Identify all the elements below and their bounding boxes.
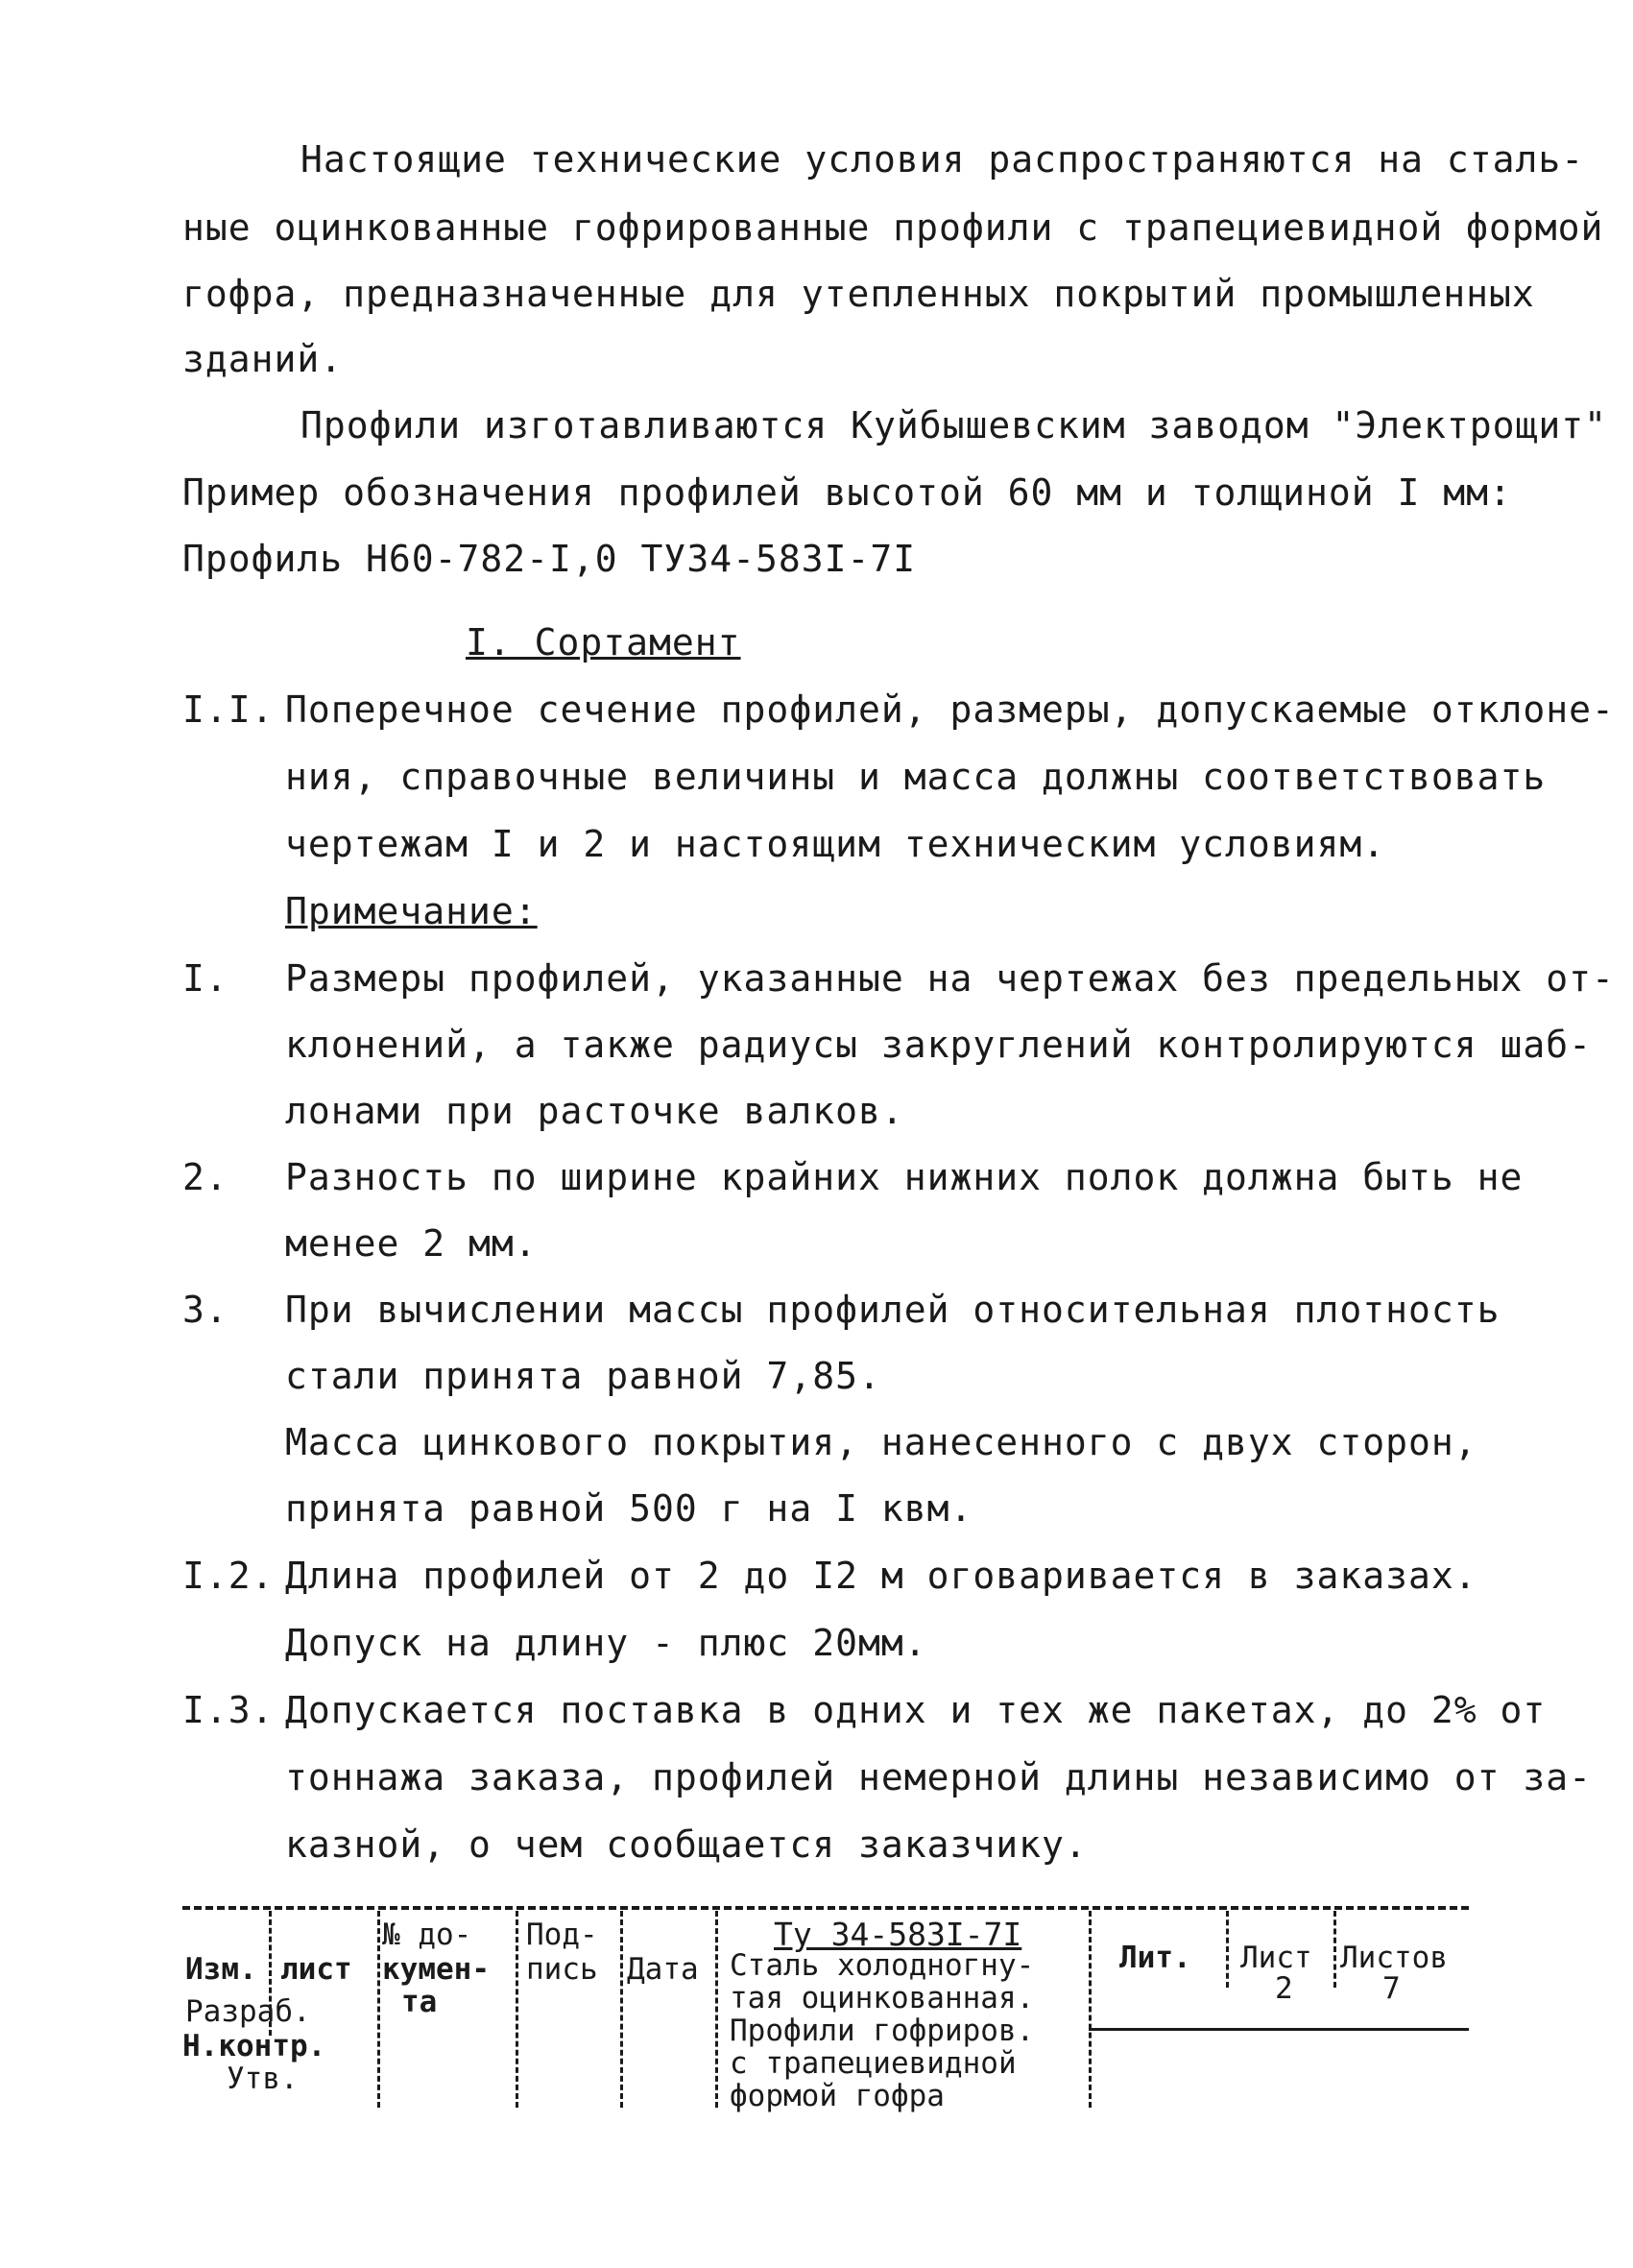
stamp-title-line-4: с трапециевидной xyxy=(730,2046,1017,2081)
item-1-1-line-3: чертежам I и 2 и настоящим техническим условиям. xyxy=(285,823,1386,865)
stamp-title-line-2: тая оцинкованная. xyxy=(730,1981,1035,2015)
manufacturer-line: Профили изготавливаются Куйбышевским заводом "Электрощит" xyxy=(300,404,1608,446)
stamp-doc-no-3: та xyxy=(401,1985,438,2019)
note-3-line-3: Масса цинкового покрытия, нанесенного с двух сторон, xyxy=(285,1421,1477,1463)
item-1-1-number: I.I. xyxy=(182,688,275,731)
intro-line-2: ные оцинкованные гофрированные профили с трапециевидной формой xyxy=(182,206,1604,249)
item-1-2-line-1: Длина профилей от 2 до I2 м оговаривается в заказах. xyxy=(285,1555,1477,1597)
item-1-3-number: I.3. xyxy=(182,1689,275,1731)
note-1-line-3: лонами при расточке валков. xyxy=(285,1090,904,1132)
stamp-divider xyxy=(715,1911,718,2108)
stamp-nkontr: Н.контр. xyxy=(182,2029,326,2063)
stamp-razrab: Разраб. xyxy=(185,1994,311,2029)
stamp-doc-no-1: № до- xyxy=(382,1918,472,1952)
note-1-line-1: Размеры профилей, указанные на чертежах без предельных от- xyxy=(285,957,1615,1000)
item-1-3-line-1: Допускается поставка в одних и тех же пакетах, до 2% от xyxy=(285,1689,1547,1731)
designation-code-line: Профиль Н60-782-I,0 ТУ34-583I-7I xyxy=(182,538,917,580)
item-1-2-line-2: Допуск на длину - плюс 20мм. xyxy=(285,1622,927,1664)
stamp-izm: Изм. xyxy=(185,1952,257,1987)
item-1-1-line-1: Поперечное сечение профилей, размеры, допускаемые отклоне- xyxy=(285,688,1615,731)
stamp-sheet-value: 2 xyxy=(1275,1971,1293,2006)
stamp-divider xyxy=(620,1911,623,2108)
item-1-3-line-3: казной, о чем сообщается заказчику. xyxy=(285,1823,1088,1866)
stamp-top-border xyxy=(182,1906,1469,1910)
note-2-line-2: менее 2 мм. xyxy=(285,1222,538,1265)
stamp-divider xyxy=(1226,1911,1229,1988)
stamp-title-line-3: Профили гофриров. xyxy=(730,2014,1035,2048)
stamp-sheet-label: Лист xyxy=(1240,1941,1312,1975)
intro-line-3: гофра, предназначенные для утепленных покрытий промышленных xyxy=(182,273,1535,315)
note-3-line-4: принята равной 500 г на I квм. xyxy=(285,1487,973,1530)
stamp-date: Дата xyxy=(627,1952,699,1987)
note-3-line-2: стали принята равной 7,85. xyxy=(285,1355,881,1397)
item-1-3-line-2: тоннажа заказа, профилей немерной длины независимо от за- xyxy=(285,1756,1593,1798)
intro-line-1: Настоящие технические условия распространяются на сталь- xyxy=(300,138,1585,181)
intro-line-4: зданий. xyxy=(182,338,344,380)
designation-example-line: Пример обозначения профилей высотой 60 мм и толщиной I мм: xyxy=(182,471,1512,514)
item-1-2-number: I.2. xyxy=(182,1555,275,1597)
stamp-divider xyxy=(1089,1911,1092,2108)
item-1-1-line-2: ния, справочные величины и масса должны соответствовать xyxy=(285,756,1547,798)
stamp-doc-no-2: кумен- xyxy=(382,1952,490,1987)
stamp-divider xyxy=(1333,1911,1336,1988)
stamp-utv: Утв. xyxy=(227,2062,299,2096)
stamp-podp-1: Под- xyxy=(526,1918,598,1952)
stamp-doc-code: Ту 34-583I-7I xyxy=(774,1916,1022,1953)
note-3-number: 3. xyxy=(182,1289,228,1331)
note-3-line-1: При вычислении массы профилей относительная плотность xyxy=(285,1289,1501,1331)
stamp-sheets-label: Листов xyxy=(1340,1941,1448,1975)
stamp-divider xyxy=(516,1911,518,2108)
section-heading: I. Сортамент xyxy=(466,621,741,664)
stamp-title-line-5: формой гофра xyxy=(730,2079,945,2113)
stamp-sheets-value: 7 xyxy=(1382,1971,1401,2006)
note-heading: Примечание: xyxy=(285,890,538,932)
stamp-list: лист xyxy=(280,1952,352,1987)
note-2-line-1: Разность по ширине крайних нижних полок должна быть не xyxy=(285,1156,1524,1198)
stamp-lit: Лит. xyxy=(1119,1941,1191,1975)
stamp-rule xyxy=(1089,2028,1469,2031)
stamp-divider xyxy=(377,1911,380,2108)
note-1-line-2: клонений, а также радиусы закруглений контролируются шаб- xyxy=(285,1024,1593,1066)
note-1-number: I. xyxy=(182,957,228,1000)
stamp-podp-2: пись xyxy=(526,1952,598,1987)
stamp-title-line-1: Сталь холодногну- xyxy=(730,1948,1035,1983)
note-2-number: 2. xyxy=(182,1156,228,1198)
